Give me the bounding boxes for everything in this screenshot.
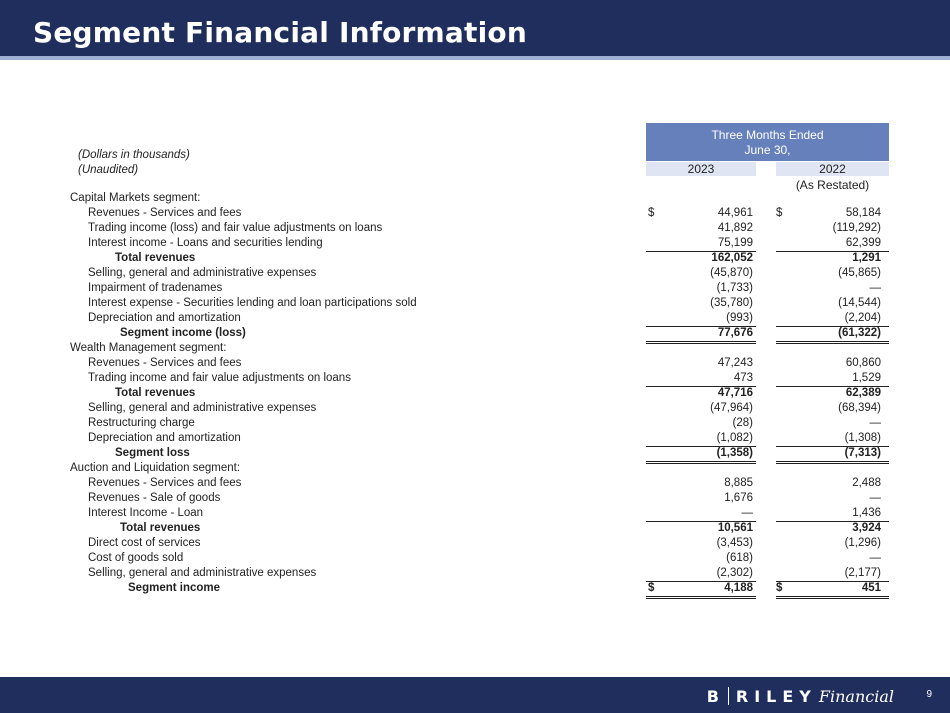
row-label: Trading income (loss) and fair value adjustments on loans	[88, 222, 383, 234]
year-2022-header: 2022	[776, 162, 889, 176]
value-2022: (14,544)	[838, 297, 881, 309]
table-row	[0, 251, 950, 266]
value-2023: 8,885	[724, 477, 753, 489]
value-2022: 58,184	[845, 207, 881, 219]
row-label: Trading income and fair value adjustments on loans	[88, 372, 351, 384]
value-2023: 44,961	[717, 207, 753, 219]
row-label: Selling, general and administrative expenses	[88, 402, 317, 414]
row-label: Total revenues	[120, 522, 201, 534]
value-2022: (2,177)	[844, 567, 881, 579]
value-2022: 62,399	[845, 237, 881, 249]
table-row	[0, 266, 950, 281]
value-2022: 2,488	[852, 477, 881, 489]
row-label: Segment loss	[115, 447, 190, 459]
value-2022: 60,860	[845, 357, 881, 369]
table-row	[0, 296, 950, 311]
row-label: Depreciation and amortization	[88, 312, 241, 324]
table-row	[0, 431, 950, 446]
value-2023: (28)	[732, 417, 753, 429]
value-2023: —	[741, 507, 753, 519]
header-bar	[0, 0, 950, 56]
row-label: Revenues - Services and fees	[88, 207, 242, 219]
table-row	[0, 206, 950, 221]
row-label: Segment income	[128, 582, 221, 594]
value-2022: (45,865)	[838, 267, 881, 279]
period-header-line2: June 30,	[744, 143, 791, 157]
value-2023: (1,082)	[716, 432, 753, 444]
value-2022: (1,308)	[844, 432, 881, 444]
table-row	[0, 521, 950, 536]
value-2023: 4,188	[724, 582, 753, 594]
header-divider	[0, 56, 950, 60]
table-row	[0, 221, 950, 236]
value-2023: 47,243	[717, 357, 753, 369]
table-row	[0, 551, 950, 566]
value-2023: 77,676	[717, 327, 753, 339]
value-2023: 473	[733, 372, 753, 384]
value-2023: (45,870)	[710, 267, 753, 279]
table-row	[0, 476, 950, 491]
currency-symbol: $	[776, 207, 783, 219]
table-row	[0, 386, 950, 401]
unaudited-note: (Unaudited)	[78, 164, 139, 176]
table-row	[0, 236, 950, 251]
value-2023: (2,302)	[716, 567, 753, 579]
value-2023: (35,780)	[710, 297, 753, 309]
row-label: Revenues - Services and fees	[88, 357, 242, 369]
value-2023: (993)	[726, 312, 753, 324]
value-2022: (1,296)	[844, 537, 881, 549]
value-2022: 1,291	[852, 252, 881, 264]
period-header-line1: Three Months Ended	[711, 128, 824, 142]
currency-symbol: $	[648, 207, 655, 219]
value-2023: 47,716	[717, 387, 753, 399]
value-2022: —	[869, 282, 881, 294]
row-label: Selling, general and administrative expenses	[88, 567, 317, 579]
table-row	[0, 326, 950, 341]
total-rule	[776, 598, 889, 599]
table-row	[0, 281, 950, 296]
row-label: Cost of goods sold	[88, 552, 184, 564]
segment-heading	[0, 461, 950, 476]
row-label: Total revenues	[115, 387, 196, 399]
value-2023: 10,561	[717, 522, 753, 534]
total-rule	[646, 596, 756, 597]
row-label: Revenues - Sale of goods	[88, 492, 221, 504]
value-2022: (61,322)	[838, 327, 881, 339]
table-row	[0, 356, 950, 371]
table-row	[0, 491, 950, 506]
value-2023: (47,964)	[710, 402, 753, 414]
table-row	[0, 371, 950, 386]
logo-b: B	[706, 686, 720, 706]
page-number: 9	[926, 689, 932, 700]
table-row	[0, 401, 950, 416]
segment-heading	[0, 341, 950, 356]
value-2022: (119,292)	[832, 222, 881, 234]
row-label: Wealth Management segment:	[70, 342, 227, 354]
table-row	[0, 536, 950, 551]
table-row	[0, 566, 950, 581]
table-row	[0, 416, 950, 431]
row-label: Interest expense - Securities lending and loan participations sold	[88, 297, 417, 309]
value-2023: (1,733)	[716, 282, 753, 294]
value-2022: —	[869, 417, 881, 429]
value-2022: 1,529	[852, 372, 881, 384]
dollars-note: (Dollars in thousands)	[78, 149, 190, 161]
logo-financial: Financial	[818, 686, 894, 706]
value-2023: (3,453)	[716, 537, 753, 549]
table-row	[0, 581, 950, 596]
value-2022: 1,436	[852, 507, 881, 519]
row-label: Auction and Liquidation segment:	[70, 462, 241, 474]
segment-heading	[0, 191, 950, 206]
total-rule	[776, 596, 889, 597]
currency-symbol: $	[776, 582, 783, 594]
row-label: Capital Markets segment:	[70, 192, 201, 204]
row-label: Segment income (loss)	[120, 327, 246, 339]
value-2023: (618)	[726, 552, 753, 564]
logo-riley: RILEY	[735, 686, 817, 706]
value-2022: —	[869, 492, 881, 504]
year-2023-header: 2023	[646, 162, 756, 176]
row-label: Revenues - Services and fees	[88, 477, 242, 489]
value-2022: (7,313)	[844, 447, 881, 459]
value-2023: 41,892	[717, 222, 753, 234]
value-2022: 451	[861, 582, 881, 594]
row-label: Depreciation and amortization	[88, 432, 241, 444]
table-row	[0, 311, 950, 326]
value-2022: (2,204)	[844, 312, 881, 324]
period-column-header	[646, 123, 889, 161]
page-title: Segment Financial Information	[33, 16, 527, 49]
row-label: Direct cost of services	[88, 537, 201, 549]
value-2023: (1,358)	[716, 447, 753, 459]
row-label: Restructuring charge	[88, 417, 195, 429]
total-rule	[646, 598, 756, 599]
row-label: Selling, general and administrative expenses	[88, 267, 317, 279]
value-2023: 162,052	[711, 252, 753, 264]
value-2023: 1,676	[724, 492, 753, 504]
value-2022: —	[869, 552, 881, 564]
value-2023: 75,199	[717, 237, 753, 249]
value-2022: (68,394)	[838, 402, 881, 414]
row-label: Total revenues	[115, 252, 196, 264]
row-label: Interest Income - Loan	[88, 507, 204, 519]
table-row	[0, 506, 950, 521]
row-label: Impairment of tradenames	[88, 282, 223, 294]
value-2022: 3,924	[852, 522, 881, 534]
logo-divider	[728, 687, 729, 705]
footer-bar	[0, 677, 950, 713]
table-row	[0, 446, 950, 461]
b-riley-financial-logo	[707, 685, 894, 707]
currency-symbol: $	[648, 582, 655, 594]
as-restated-note: (As Restated)	[795, 178, 870, 192]
value-2022: 62,389	[845, 387, 881, 399]
row-label: Interest income - Loans and securities lending	[88, 237, 323, 249]
